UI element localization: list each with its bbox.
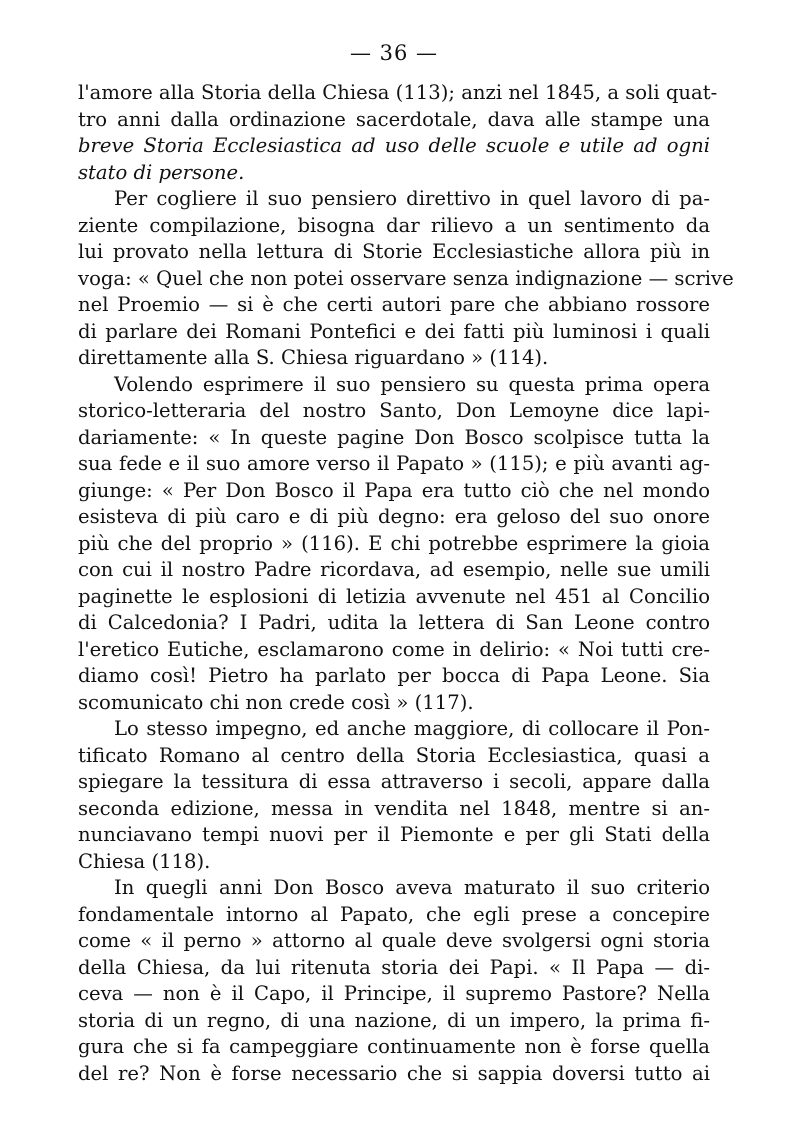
- text-line: direttamente alla S. Chiesa riguardano » (114).: [78, 346, 549, 369]
- text-line: storico-letteraria del nostro Santo, Don Lemoyne dice lapi-: [78, 399, 710, 422]
- text-line: storia di un regno, di una nazione, di un impero, la prima fi-: [78, 1008, 710, 1032]
- text-line: di parlare dei Romani Pontefici e dei fatti più luminosi i quali: [78, 319, 710, 343]
- document-page: [78, 38, 734, 1087]
- text-line: l'amore alla Storia della Chiesa (113); anzi nel 1845, a soli quat-: [78, 81, 718, 104]
- text-line: con cui il nostro Padre ricordava, ad esempio, nelle sue umili: [78, 558, 710, 581]
- text-line: In quegli anni Don Bosco aveva maturato il suo criterio: [114, 876, 710, 899]
- text-line: ceva — non è il Capo, il Principe, il supremo Pastore? Nella: [78, 982, 710, 1005]
- text-line: del re? Non è forse necessario che si sappia doversi tutto ai: [78, 1061, 710, 1085]
- text-line: come « il perno » attorno al quale deve svolgersi ogni storia: [78, 929, 710, 952]
- text-line: Lo stesso impegno, ed anche maggiore, di collocare il Pon-: [114, 717, 710, 740]
- text-line: diamo così! Pietro ha parlato per bocca di Papa Leone. Sia: [78, 664, 710, 687]
- text-line: esisteva di più caro e di più degno: era geloso del suo onore: [78, 505, 710, 528]
- text-line: dariamente: « In queste pagine Don Bosco scolpisce tutta la: [78, 425, 710, 449]
- text-line: l'eretico Eutiche, esclamarono come in delirio: « Noi tutti cre-: [78, 637, 710, 661]
- text-line: più che del proprio » (116). E chi potrebbe esprimere la gioia: [78, 531, 710, 555]
- paragraph-5: [78, 875, 710, 1087]
- paragraph-1: [78, 80, 718, 186]
- text-line: nel Proemio — si è che certi autori pare che abbiano rossore: [78, 293, 710, 316]
- text-line: seconda edizione, messa in vendita nel 1848, mentre si an-: [78, 796, 710, 820]
- text-line: Volendo esprimere il suo pensiero su questa prima opera: [114, 372, 710, 396]
- text-line: ziente compilazione, bisogna dar rilievo a un sentimento da: [78, 213, 710, 237]
- text-line: Chiesa (118).: [78, 849, 211, 873]
- text-line: tro anni dalla ordinazione sacerdotale, dava alle stampe una: [78, 107, 710, 131]
- paragraph-3: [78, 372, 710, 717]
- text-line: voga: « Quel che non potei osservare senza indignazione — scrive: [78, 266, 734, 290]
- text-line: paginette le esplosioni di letizia avvenute nel 451 al Concilio: [78, 584, 710, 608]
- text-line: tificato Romano al centro della Storia Ecclesiastica, quasi a: [78, 743, 710, 767]
- text-line: spiegare la tessitura di essa attraverso i secoli, appare dalla: [78, 770, 710, 793]
- text-line: giunge: « Per Don Bosco il Papa era tutto ciò che nel mondo: [78, 478, 710, 502]
- text-line: della Chiesa, da lui ritenuta storia dei Papi. « Il Papa — di-: [78, 955, 710, 979]
- text-line: Per cogliere il suo pensiero direttivo in quel lavoro di pa-: [114, 187, 710, 210]
- text-line: gura che si fa campeggiare continuamente non è forse quella: [78, 1035, 710, 1058]
- paragraph-4: [78, 716, 710, 875]
- page-number: — 36 —: [349, 41, 439, 65]
- text-line: scomunicato chi non crede così » (117).: [78, 690, 474, 714]
- text-line: di Calcedonia? I Padri, udita la lettera di San Leone contro: [78, 611, 710, 634]
- text-line-italic-title: stato di persone.: [78, 160, 245, 184]
- text-line: lui provato nella lettura di Storie Ecclesiastiche allora più in: [78, 240, 710, 263]
- text-line: fondamentale intorno al Papato, che egli prese a concepire: [78, 902, 710, 926]
- text-line-italic-title: breve Storia Ecclesiastica ad uso delle scuole e utile ad ogni: [78, 134, 710, 157]
- paragraph-2: [78, 186, 734, 372]
- text-line: sua fede e il suo amore verso il Papato » (115); e più avanti ag-: [78, 452, 710, 475]
- text-line: nunciavano tempi nuovi per il Piemonte e per gli Stati della: [78, 823, 710, 846]
